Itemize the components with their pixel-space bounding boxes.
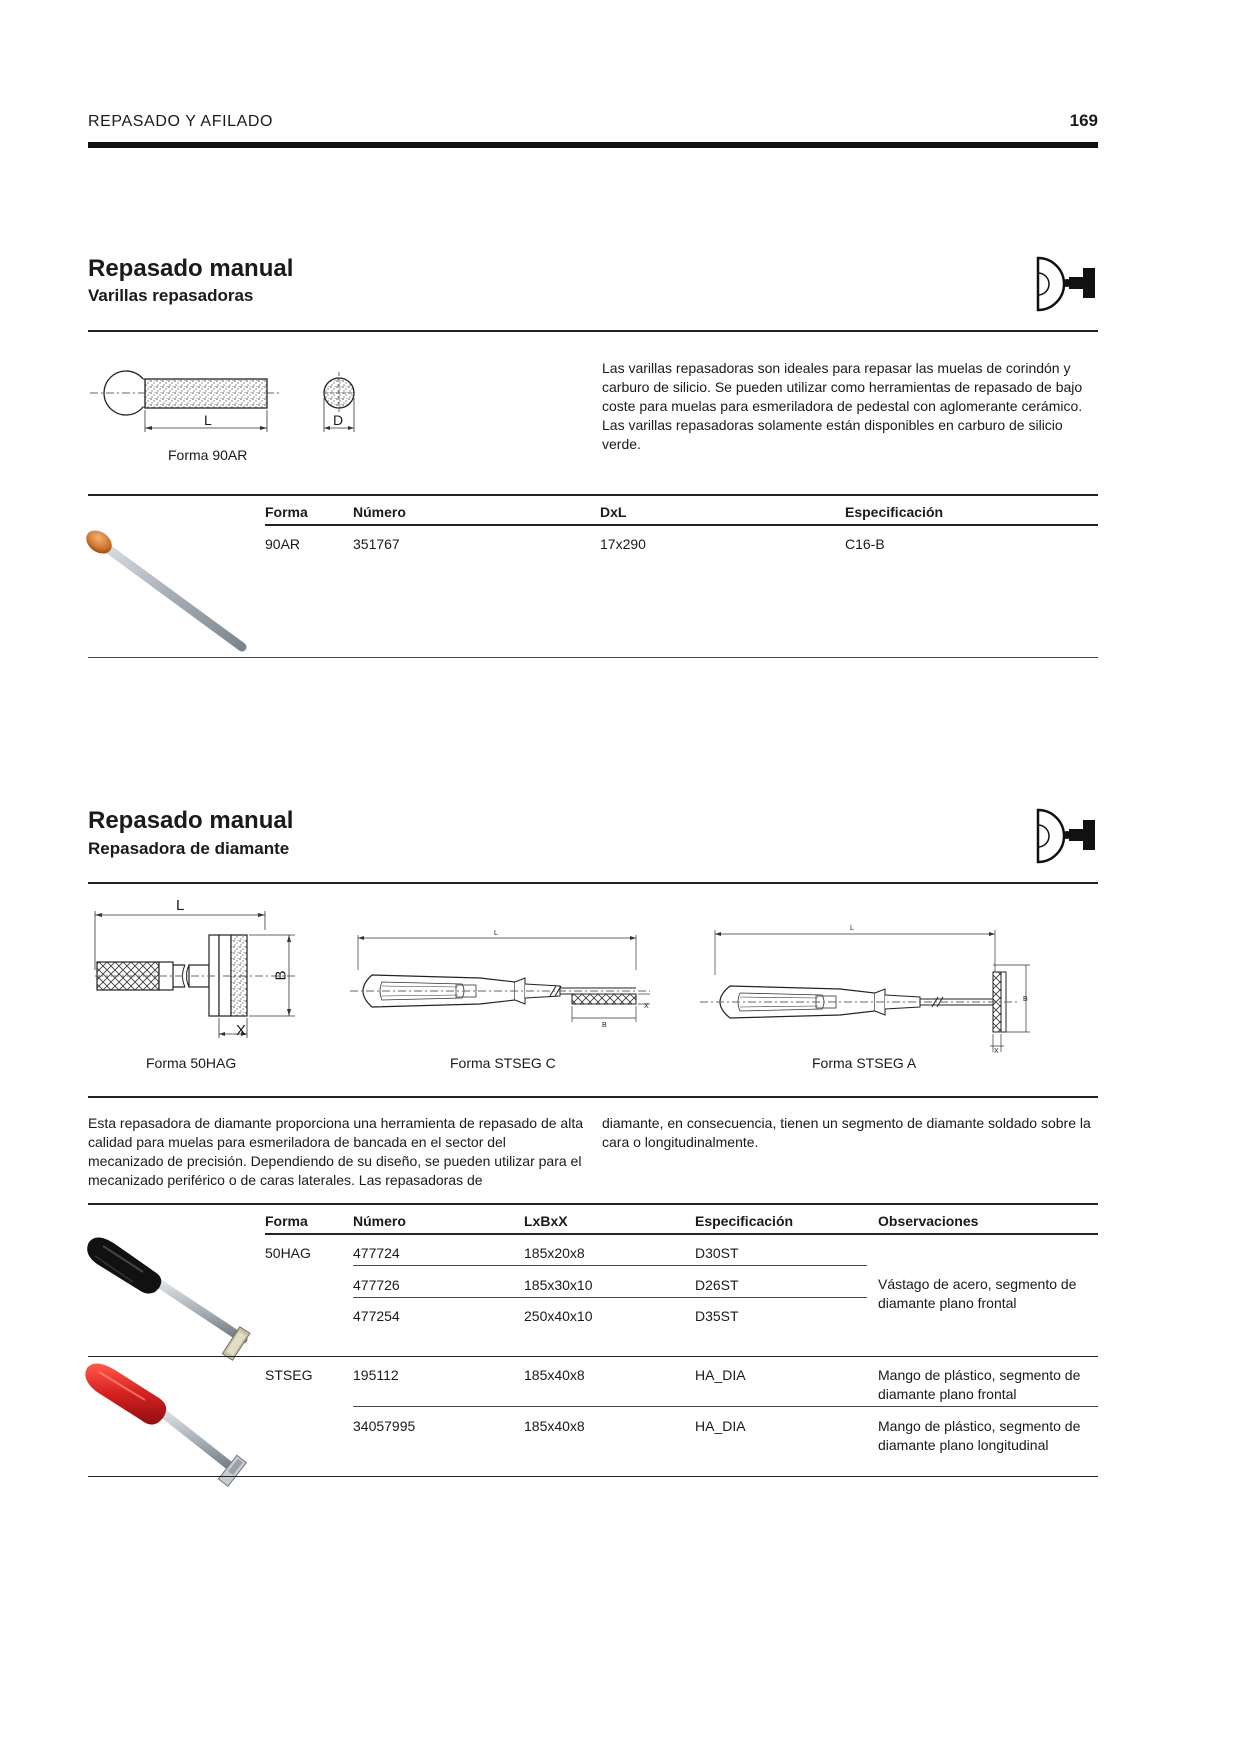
product-description: Las varillas repasadoras son ideales para repasar las muelas de corindón y carburo de silicio. Se pueden utilizar como herramientas de repasado de bajo coste para muelas para esmeriladora de pedestal con aglomerante cerámico. Las varillas repasadoras solamente están disponibles en carburo de silicio verde. <box>602 360 1083 452</box>
cell-especificacion: C16-B <box>845 536 885 552</box>
row-divider <box>353 1265 867 1266</box>
column-header-observaciones: Observaciones <box>878 1213 979 1229</box>
cell-especificacion: HA_DIA <box>695 1367 746 1383</box>
cell-forma: 90AR <box>265 536 301 552</box>
header-rule <box>88 142 1098 148</box>
cell-dimensions: 185x20x8 <box>524 1245 585 1261</box>
cell-especificacion: D26ST <box>695 1277 739 1293</box>
cell-observaciones: Mango de plástico, segmento de diamante plano longitudinal <box>878 1418 1081 1453</box>
section-rule <box>88 330 1098 332</box>
cell-forma: STSEG <box>265 1367 313 1383</box>
cell-dimensions: 185x30x10 <box>524 1277 593 1293</box>
table-bottom-rule <box>88 1476 1098 1477</box>
dimension-label-b: B <box>272 970 290 981</box>
dimension-label-l: L <box>176 897 185 914</box>
section-subtitle: Varillas repasadoras <box>88 286 254 305</box>
row-divider <box>353 1297 867 1298</box>
table-top-rule <box>88 1203 1098 1205</box>
dimension-label-l: L <box>494 930 498 937</box>
cell-forma: 50HAG <box>265 1245 311 1261</box>
dresser-black-handle-photo <box>85 1232 265 1362</box>
dressing-tool-icon <box>1035 807 1097 865</box>
group-divider <box>88 1356 1098 1357</box>
cell-observaciones: Vástago de acero, segmento de diamante plano frontal <box>878 1276 1077 1311</box>
dimension-label-b: B <box>602 1022 607 1029</box>
column-header-lxbxx: LxBxX <box>524 1213 568 1229</box>
cell-especificacion: HA_DIA <box>695 1418 746 1434</box>
column-header-dxl: DxL <box>600 504 627 520</box>
dressing-stick-photo <box>85 530 255 655</box>
cell-observaciones: Mango de plástico, segmento de diamante plano frontal <box>878 1367 1081 1402</box>
column-header-numero: Número <box>353 1213 406 1229</box>
drawing-caption: Forma 90AR <box>168 447 248 463</box>
dimension-label-l: L <box>850 925 854 932</box>
dimension-label-x: X <box>994 1048 999 1055</box>
cell-numero: 477254 <box>353 1308 400 1324</box>
column-header-especificacion: Especificación <box>695 1213 794 1229</box>
table-top-rule <box>88 494 1098 496</box>
forma-stseg-a-drawing <box>700 930 1035 1060</box>
cell-dimensions: 250x40x10 <box>524 1308 593 1324</box>
page-number: 169 <box>1069 111 1098 130</box>
column-header-forma: Forma <box>265 504 308 520</box>
column-header-forma: Forma <box>265 1213 308 1229</box>
cell-numero: 195112 <box>353 1367 399 1383</box>
cell-numero: 477724 <box>353 1245 400 1261</box>
cell-numero: 351767 <box>353 536 400 552</box>
dimension-label-l: L <box>204 412 212 428</box>
cell-dxl: 17x290 <box>600 536 646 552</box>
dresser-red-handle-photo <box>85 1360 255 1490</box>
row-divider <box>353 1406 1098 1407</box>
product-description-right: diamante, en consecuencia, tienen un segmento de diamante soldado sobre la cara o longitudinalmente. <box>602 1115 1091 1150</box>
table-header-rule <box>265 524 1098 526</box>
column-header-numero: Número <box>353 504 406 520</box>
dimension-label-x: X <box>644 1003 649 1010</box>
dressing-tool-icon <box>1035 255 1097 313</box>
section-title: Repasado manual <box>88 807 294 834</box>
drawing-caption: Forma 50HAG <box>146 1055 237 1071</box>
cell-dimensions: 185x40x8 <box>524 1367 585 1383</box>
table-header-rule <box>265 1233 1098 1235</box>
cell-dimensions: 185x40x8 <box>524 1418 585 1434</box>
running-header: REPASADO Y AFILADO <box>88 113 274 130</box>
product-description-left: Esta repasadora de diamante proporciona una herramienta de repasado de alta calidad para muelas para esmeriladora de bancada en el sector del mecanizado de precisión. Dependiendo de su diseño, se pueden utilizar para el mecanizado periférico o de caras laterales. Las repasadoras de <box>88 1115 583 1188</box>
dimension-label-x: X <box>236 1022 247 1039</box>
cell-especificacion: D35ST <box>695 1308 739 1324</box>
cell-numero: 477726 <box>353 1277 400 1293</box>
drawings-bottom-rule <box>88 1096 1098 1098</box>
dimension-label-d: D <box>333 412 344 428</box>
section-subtitle: Repasadora de diamante <box>88 839 290 858</box>
cell-especificacion: D30ST <box>695 1245 739 1261</box>
section-rule <box>88 882 1098 884</box>
section-title: Repasado manual <box>88 255 294 282</box>
column-header-especificacion: Especificación <box>845 504 944 520</box>
table-bottom-rule <box>88 657 1098 658</box>
drawing-caption: Forma STSEG A <box>812 1055 917 1071</box>
dimension-label-b: B <box>1023 996 1028 1003</box>
cell-numero: 34057995 <box>353 1418 416 1434</box>
drawing-caption: Forma STSEG C <box>450 1055 556 1071</box>
forma-stseg-c-drawing <box>350 930 660 1040</box>
